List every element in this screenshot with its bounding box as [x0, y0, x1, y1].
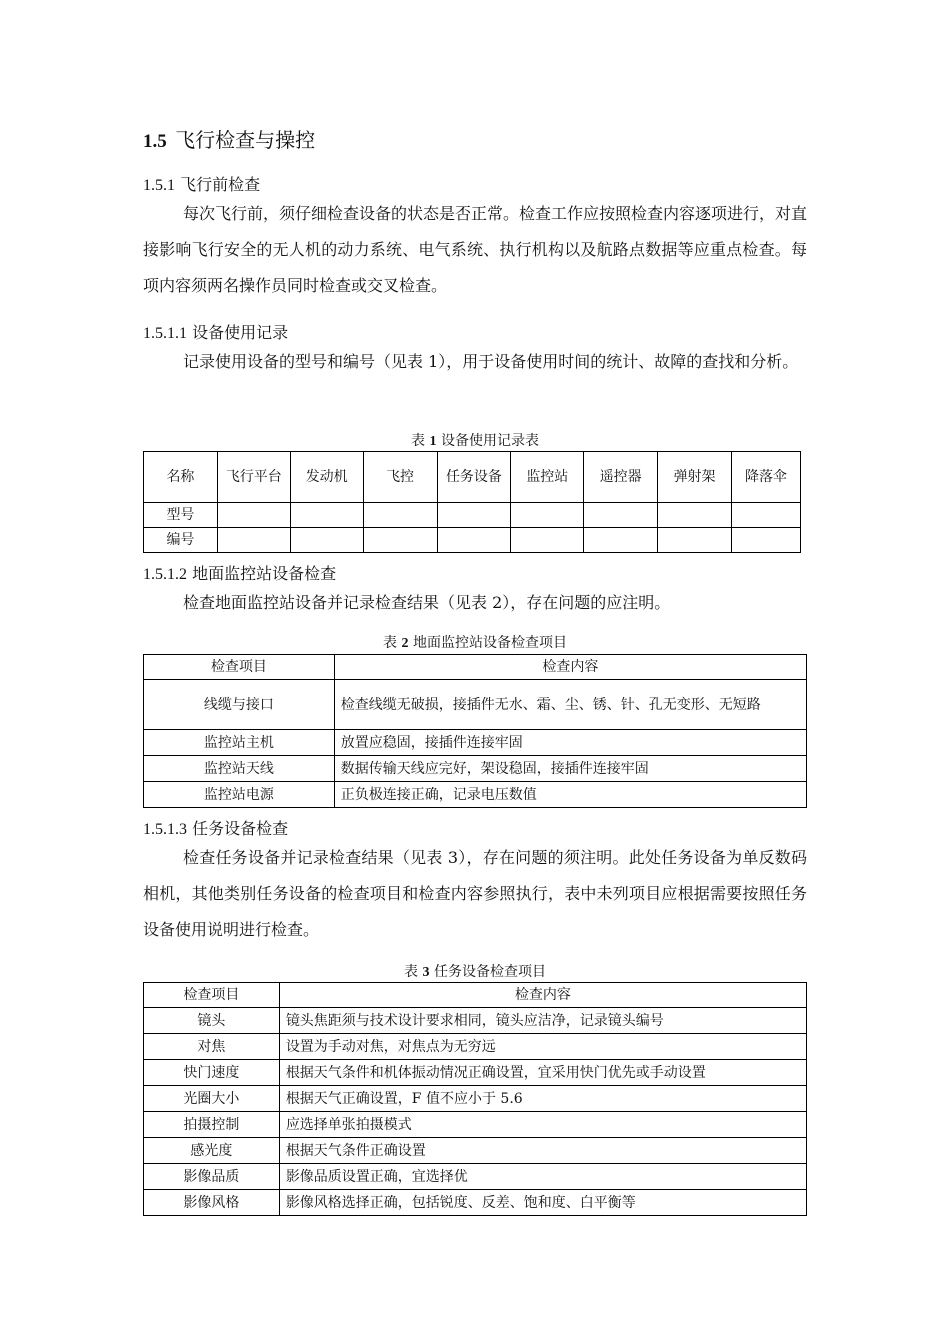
check-item: 线缆与接口: [144, 680, 335, 730]
header-cell: 飞行平台: [217, 452, 290, 503]
subsection-title: 任务设备检查: [192, 819, 289, 838]
caption-text: 任务设备检查项目: [433, 964, 546, 980]
table-row: [144, 1008, 807, 1034]
caption-text: 设备使用记录表: [440, 433, 539, 449]
row-label: 编号: [144, 528, 218, 553]
header-cell: 检查项目: [144, 983, 280, 1008]
caption-number: 1: [429, 434, 437, 449]
table-row: [144, 1112, 807, 1138]
empty-cell: [290, 503, 363, 528]
check-item: 镜头: [144, 1008, 280, 1034]
subsection-title: 设备使用记录: [192, 323, 289, 342]
check-item: 监控站天线: [144, 756, 335, 782]
subsection-heading-1-5-1-3: [143, 816, 288, 839]
empty-cell: [584, 528, 658, 553]
subsection-number: 1.5.1: [143, 177, 175, 194]
check-item: 快门速度: [144, 1060, 280, 1086]
check-content: 应选择单张拍摄模式: [279, 1112, 806, 1138]
section-title: 飞行检查与操控: [175, 128, 316, 152]
table2-header-row: [144, 655, 807, 680]
check-item: 光圈大小: [144, 1086, 280, 1112]
check-content: 检查线缆无破损，接插件无水、霜、尘、锈、针、孔无变形、无短路: [334, 680, 806, 730]
header-cell: 任务设备: [437, 452, 511, 503]
subsection-heading-1-5-1: [143, 172, 260, 195]
paragraph-equipment-record: 记录使用设备的型号和编号（见表 1），用于设备使用时间的统计、故障的查找和分析。: [183, 352, 799, 371]
empty-cell: [732, 503, 801, 528]
section-number: 1.5: [143, 131, 167, 152]
caption-prefix: 表: [404, 964, 419, 980]
empty-cell: [217, 503, 290, 528]
subsection-number: 1.5.1.1: [143, 325, 187, 342]
check-content: 放置应稳固，接插件连接牢固: [334, 730, 806, 756]
table-row: [144, 782, 807, 808]
empty-cell: [732, 528, 801, 553]
table3-header-row: [144, 983, 807, 1008]
check-content: 根据天气正确设置，F 值不应小于 5.6: [279, 1086, 806, 1112]
empty-cell: [290, 528, 363, 553]
subsection-number: 1.5.1.2: [143, 566, 187, 583]
caption-number: 3: [422, 965, 430, 980]
table-row: [144, 1034, 807, 1060]
subsection-number: 1.5.1.3: [143, 821, 187, 838]
table-row: [144, 503, 801, 528]
table3-caption: [143, 961, 807, 981]
empty-cell: [511, 503, 584, 528]
paragraph-preflight: 每次飞行前，须仔细检查设备的状态是否正常。检查工作应按照检查内容逐项进行，对直接影响飞行安全的无人机的动力系统、电气系统、执行机构以及航路点数据等应重点检查。每项内容须两名操作员同时检查或交叉检查。: [143, 204, 808, 295]
table2: [143, 654, 807, 808]
table1-caption: [143, 430, 807, 450]
header-cell: 检查内容: [279, 983, 806, 1008]
row-label: 型号: [144, 503, 218, 528]
header-cell: 降落伞: [732, 452, 801, 503]
header-cell: 名称: [144, 452, 218, 503]
table-row: [144, 1138, 807, 1164]
header-cell: 监控站: [511, 452, 584, 503]
check-item: 影像风格: [144, 1190, 280, 1216]
table1-header-row: [144, 452, 801, 503]
table1: [143, 451, 801, 553]
check-content: 正负极连接正确，记录电压数值: [334, 782, 806, 808]
check-content: 数据传输天线应完好，架设稳固，接插件连接牢固: [334, 756, 806, 782]
empty-cell: [217, 528, 290, 553]
check-content: 影像品质设置正确，宜选择优: [279, 1164, 806, 1190]
caption-prefix: 表: [411, 433, 426, 449]
empty-cell: [437, 528, 511, 553]
table-row: [144, 1060, 807, 1086]
header-cell: 弹射架: [658, 452, 732, 503]
section-heading: [143, 124, 315, 153]
check-item: 监控站电源: [144, 782, 335, 808]
paragraph-ground-station: 检查地面监控站设备并记录检查结果（见表 2），存在问题的应注明。: [183, 593, 671, 612]
check-content: 根据天气条件和机体振动情况正确设置，宜采用快门优先或手动设置: [279, 1060, 806, 1086]
caption-prefix: 表: [383, 635, 398, 651]
caption-text: 地面监控站设备检查项目: [412, 635, 567, 651]
table-row: [144, 680, 807, 730]
subsection-title: 飞行前检查: [180, 175, 261, 194]
header-cell: 检查项目: [144, 655, 335, 680]
empty-cell: [658, 528, 732, 553]
check-item: 监控站主机: [144, 730, 335, 756]
table3: [143, 982, 807, 1216]
subsection-title: 地面监控站设备检查: [192, 564, 337, 583]
header-cell: 遥控器: [584, 452, 658, 503]
check-content: 影像风格选择正确，包括锐度、反差、饱和度、白平衡等: [279, 1190, 806, 1216]
table-row: [144, 528, 801, 553]
empty-cell: [437, 503, 511, 528]
empty-cell: [584, 503, 658, 528]
subsection-heading-1-5-1-2: [143, 561, 336, 584]
check-item: 对焦: [144, 1034, 280, 1060]
empty-cell: [363, 503, 437, 528]
table-row: [144, 730, 807, 756]
header-cell: 飞控: [363, 452, 437, 503]
check-content: 设置为手动对焦，对焦点为无穷远: [279, 1034, 806, 1060]
check-item: 影像品质: [144, 1164, 280, 1190]
empty-cell: [363, 528, 437, 553]
check-item: 感光度: [144, 1138, 280, 1164]
check-item: 拍摄控制: [144, 1112, 280, 1138]
caption-number: 2: [401, 636, 409, 651]
subsection-heading-1-5-1-1: [143, 320, 288, 343]
paragraph-mission-equipment: 检查任务设备并记录检查结果（见表 3），存在问题的须注明。此处任务设备为单反数码相机，其他类别任务设备的检查项目和检查内容参照执行，表中未列项目应根据需要按照任务设备使用说明进行检查。: [143, 848, 807, 939]
header-cell: 检查内容: [334, 655, 806, 680]
table-row: [144, 1164, 807, 1190]
table-row: [144, 1190, 807, 1216]
table-row: [144, 756, 807, 782]
table-row: [144, 1086, 807, 1112]
header-cell: 发动机: [290, 452, 363, 503]
table2-caption: [143, 632, 807, 652]
check-content: 根据天气条件正确设置: [279, 1138, 806, 1164]
empty-cell: [658, 503, 732, 528]
empty-cell: [511, 528, 584, 553]
check-content: 镜头焦距须与技术设计要求相同，镜头应洁净，记录镜头编号: [279, 1008, 806, 1034]
